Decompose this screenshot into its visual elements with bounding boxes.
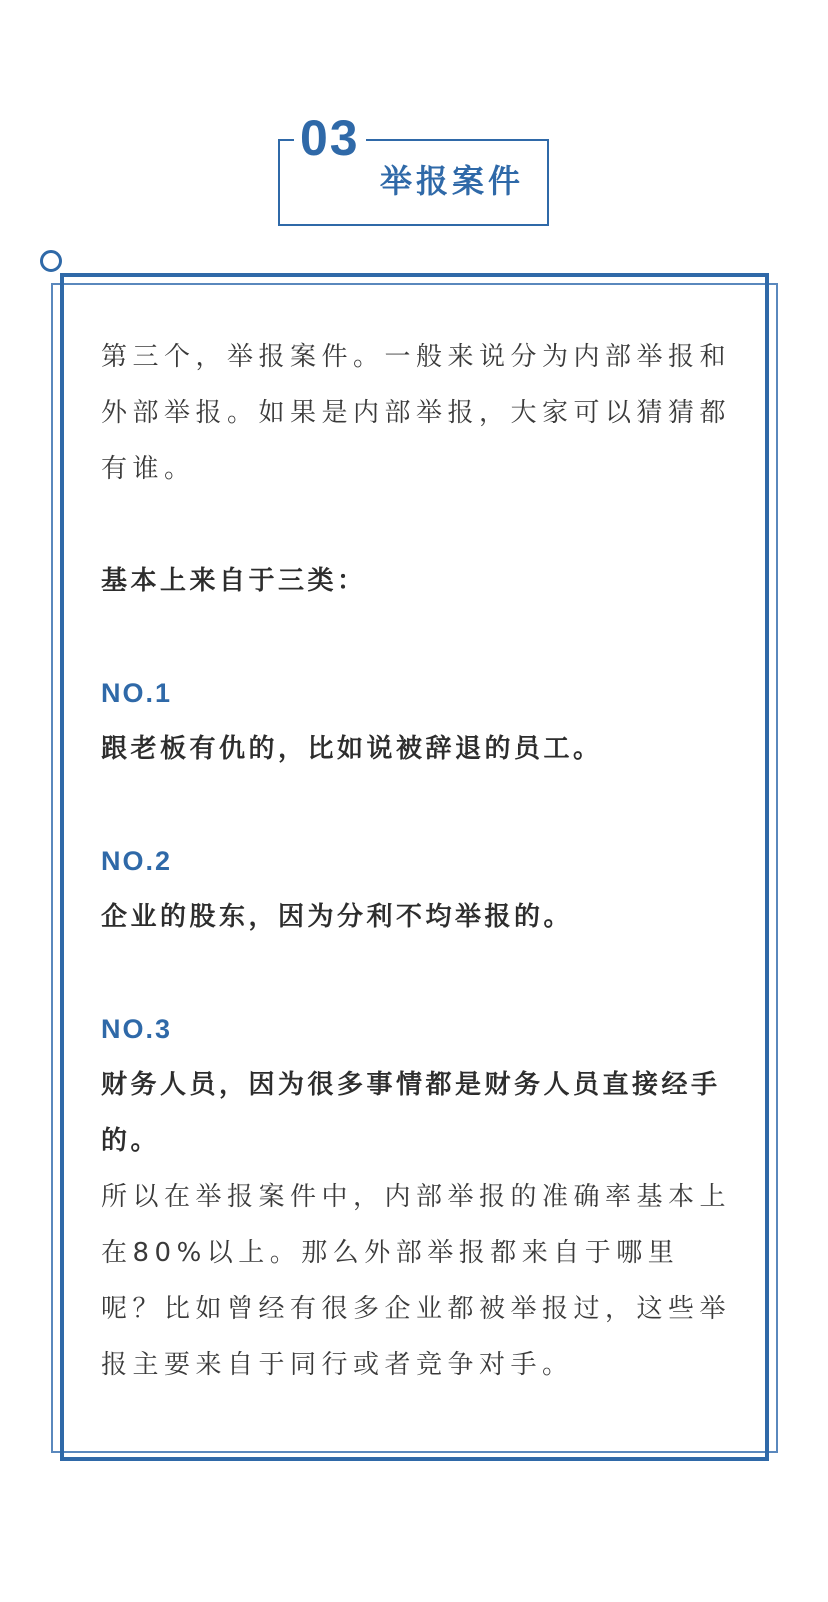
item-2-label: NO.2 bbox=[101, 846, 173, 876]
card-content bbox=[101, 329, 733, 1393]
spacer bbox=[101, 945, 733, 1001]
item-3-text: 财务人员，因为很多事情都是财务人员直接经手的。 bbox=[101, 1070, 721, 1156]
conclusion-paragraph: 所以在举报案件中，内部举报的准确率基本上在80%以上。那么外部举报都来自于哪里呢？比如曾经有很多企业都被举报过，这些举报主要来自于同行或者竞争对手。 bbox=[101, 1182, 732, 1380]
section-number: 03 bbox=[294, 108, 366, 168]
subheading: 基本上来自于三类： bbox=[101, 566, 367, 596]
item-3-label: NO.3 bbox=[101, 1014, 173, 1044]
section-title: 举报案件 bbox=[380, 162, 525, 200]
item-1-label: NO.1 bbox=[101, 678, 173, 708]
spacer bbox=[101, 609, 733, 665]
intro-paragraph: 第三个，举报案件。一般来说分为内部举报和外部举报。如果是内部举报，大家可以猜猜都有谁。 bbox=[101, 342, 732, 484]
frame-corner-dot bbox=[40, 250, 62, 272]
item-1-text: 跟老板有仇的，比如说被辞退的员工。 bbox=[101, 734, 603, 764]
spacer bbox=[101, 497, 733, 553]
item-2-text: 企业的股东，因为分利不均举报的。 bbox=[101, 902, 574, 932]
spacer bbox=[101, 777, 733, 833]
